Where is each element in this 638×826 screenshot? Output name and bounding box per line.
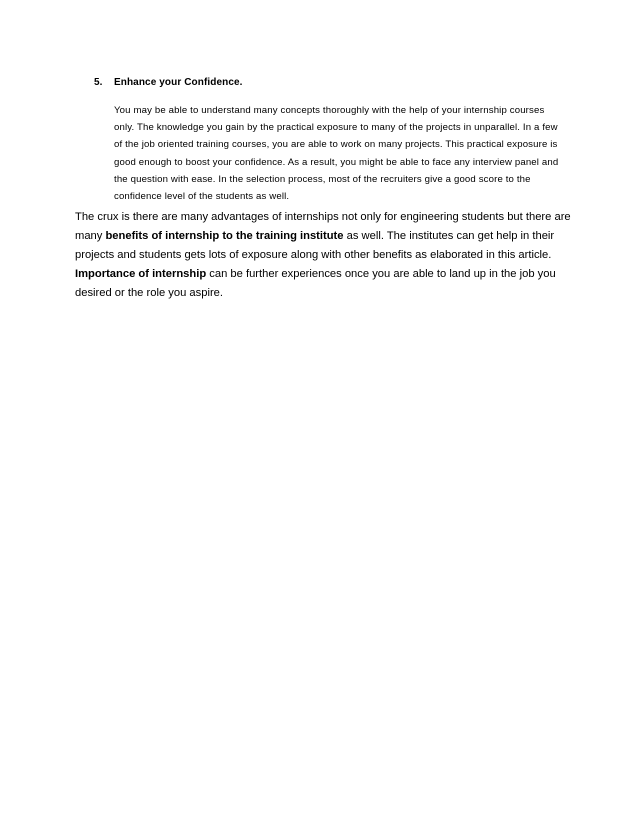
conclusion-text-1: The crux is there are many advantages of internships not only for engineering students but there are many [75,211,571,242]
numbered-list-item [94,76,574,205]
bold-phrase-importance: Importance of internship [75,268,207,280]
conclusion-paragraph [75,208,571,303]
conclusion-text-2: as well. The institutes can get help in their projects and students gets lots of exposure along with other benefits as elaborated in this article. [75,230,555,261]
list-item-paragraph: You may be able to understand many concepts thoroughly with the help of your internship courses only. The knowledge you gain by the practical exposure to many of the projects in unparallel. In a few of the job oriented training courses, you are able to work on many projects. This practical exposure is good enough to boost your confidence. As a result, you might be able to face any interview panel and the question with ease. In the selection process, most of the recruiters give a good score to the confidence level of the students as well. [114,105,559,203]
list-item-title: Enhance your Confidence. [114,77,243,88]
list-item-heading [94,76,574,90]
conclusion-text-3: can be further experiences once you are able to land up in the job you desired or the role you aspire. [75,268,556,299]
list-item-number: 5. [94,77,103,88]
bold-phrase-benefits: benefits of internship to the training institute [105,230,344,242]
